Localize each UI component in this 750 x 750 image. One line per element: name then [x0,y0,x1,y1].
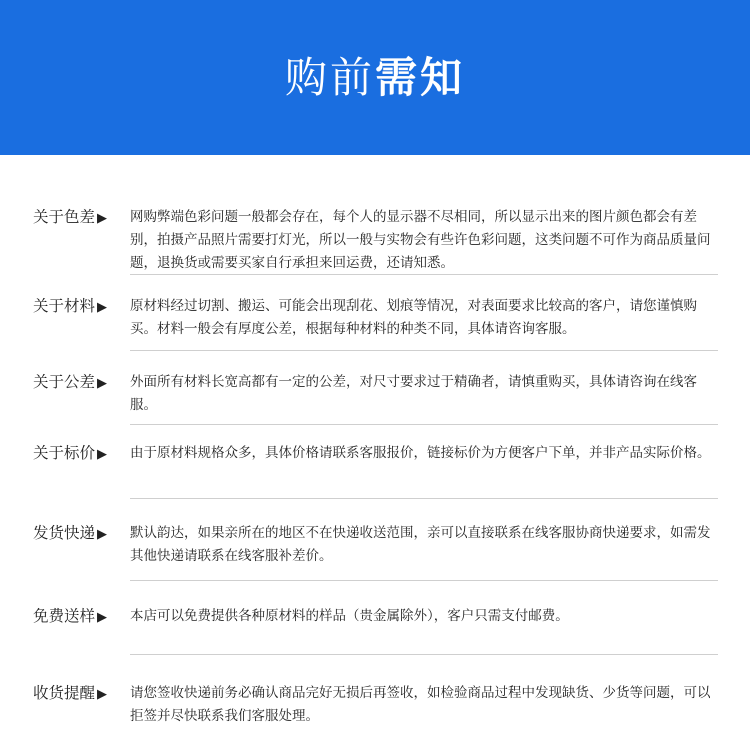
right-triangle-icon: ▶ [97,527,108,542]
divider [130,350,718,351]
header-banner [0,0,750,155]
notice-text: 网购弊端色彩问题一般都会存在，每个人的显示器不尽相同，所以显示出来的图片颜色都会有差别，拍摄产品照片需要打灯光，所以一般与实物会有些许色彩问题，这类问题不可作为商品质量问题，退换货或需要买家自行承担来回运费，还请知悉。 [130,209,711,271]
page-title-part2: 需知 [375,52,466,102]
notice-text: 原材料经过切割、搬运、可能会出现刮花、划痕等情况，对表面要求比较高的客户，请您谨慎购买。材料一般会有厚度公差，根据每种材料的种类不同，具体请咨询客服。 [130,298,697,337]
notice-text: 外面所有材料长宽高都有一定的公差，对尺寸要求过于精确者，请慎重购买，具体请咨询在线客服。 [130,374,697,413]
right-triangle-icon: ▶ [97,300,108,315]
notice-label [33,522,107,546]
notice-label [33,442,107,466]
notice-label-text: 收货提醒 [33,684,96,702]
notice-text: 请您签收快递前务必确认商品完好无损后再签收，如检验商品过程中发现缺货、少货等问题，可以拒签并尽快联系我们客服处理。 [130,685,711,724]
notice-label-text: 关于材料 [33,297,96,315]
notice-label [33,605,107,629]
notice-label [33,206,107,230]
right-triangle-icon: ▶ [97,376,108,391]
notice-text: 本店可以免费提供各种原材料的样品（贵金属除外），客户只需支付邮费。 [130,608,569,624]
notice-label-text: 关于公差 [33,373,96,391]
notice-label [33,682,107,706]
divider [130,498,718,499]
divider [130,274,718,275]
divider [130,424,718,425]
page-title-part1: 购前 [284,52,375,102]
right-triangle-icon: ▶ [97,610,108,625]
right-triangle-icon: ▶ [97,687,108,702]
notice-label [33,371,107,395]
divider [130,654,718,655]
divider [130,580,718,581]
right-triangle-icon: ▶ [97,447,108,462]
notice-label-text: 关于色差 [33,208,96,226]
notice-label-text: 关于标价 [33,444,96,462]
notice-text: 由于原材料规格众多，具体价格请联系客服报价，链接标价为方便客户下单，并非产品实际价格。 [130,445,711,461]
notice-label-text: 发货快递 [33,524,96,542]
notice-label-text: 免费送样 [33,607,96,625]
notice-label [33,295,107,319]
notice-text: 默认韵达，如果亲所在的地区不在快递收送范围，亲可以直接联系在线客服协商快递要求，如需发其他快递请联系在线客服补差价。 [130,525,711,564]
page-title [285,45,465,105]
right-triangle-icon: ▶ [97,211,108,226]
